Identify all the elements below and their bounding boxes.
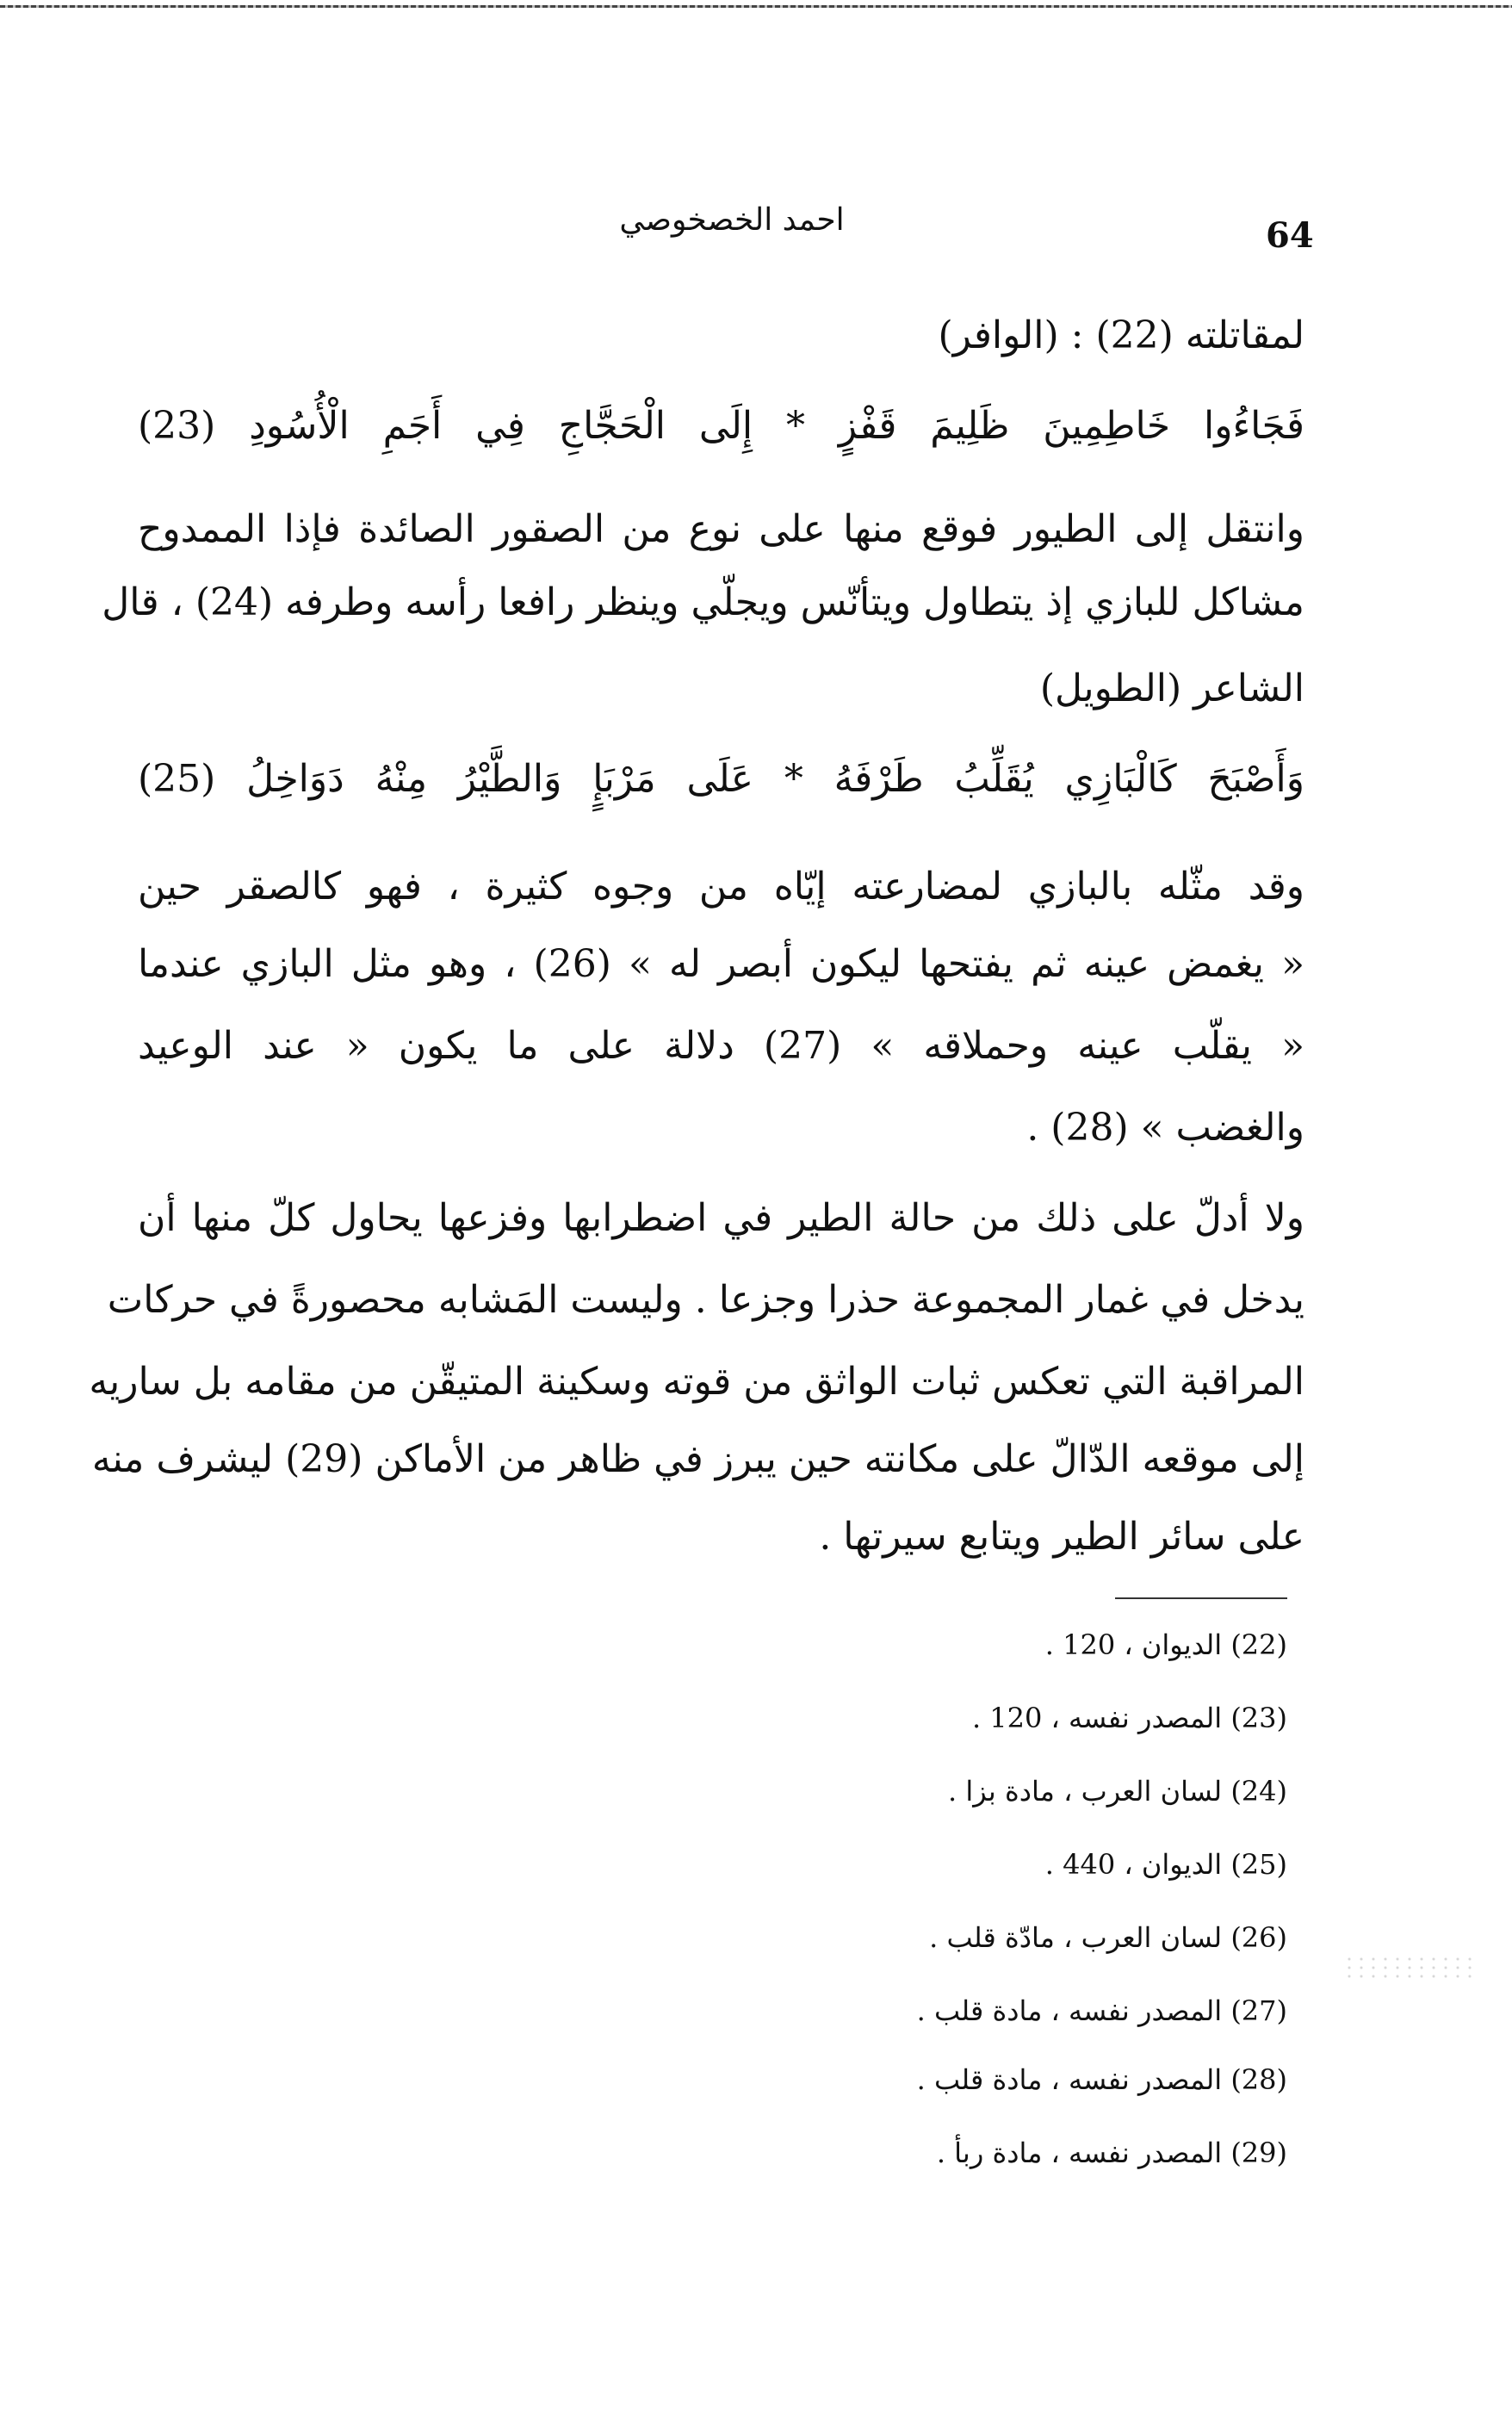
page-number: 64	[1266, 215, 1314, 256]
text-line: وقد مثّله بالبازي لمضارعته إيّاه من وجوه كثيرة ، فهو كالصقر حين	[138, 865, 1304, 909]
text-line: لمقاتلته (22) : (الوافر)	[938, 313, 1304, 357]
footnote: (23) المصدر نفسه ، 120 .	[971, 1702, 1287, 1734]
text-line: إلى موقعه الدّالّ على مكانته حين يبرز في ظاهر من الأماكن (29) ليشرف منه	[91, 1437, 1304, 1481]
text-line: مشاكل للبازي إذ يتطاول ويتأنّس ويجلّي وينظر رافعا رأسه وطرفه (24) ، قال	[102, 580, 1304, 624]
text-line: الشاعر (الطويل)	[1039, 667, 1304, 710]
footnote: (28) المصدر نفسه ، مادة قلب .	[916, 2063, 1287, 2096]
running-head: احمد الخصخوصي	[619, 202, 845, 238]
footnote: (25) الديوان ، 440 .	[1044, 1848, 1287, 1881]
footnotes	[861, 0, 1287, 2239]
text-line: يدخل في غمار المجموعة حذرا وجزعا . وليست المَشابه محصورةً في حركات	[107, 1278, 1304, 1322]
text-line: « يغمض عينه ثم يفتحها ليكون أبصر له » (26) ، وهو مثل البازي عندما	[138, 942, 1304, 986]
text-line: على سائر الطير ويتابع سيرتها .	[819, 1515, 1304, 1559]
footnote: (27) المصدر نفسه ، مادة قلب .	[916, 1994, 1287, 2027]
text-line: ولا أدلّ على ذلك من حالة الطير في اضطرابها وفزعها يحاول كلّ منها أن	[138, 1196, 1304, 1240]
scan-noise	[1343, 1955, 1472, 1981]
footnote: (29) المصدر نفسه ، مادة ربأ .	[936, 2136, 1287, 2169]
verse-line: وَأَصْبَحَ كَالْبَازِي يُقَلِّبُ طَرْفَهُ * عَلَى مَرْبَإٍ وَالطَّيْرُ مِنْهُ دَوَاخِلُ (25)	[138, 757, 1304, 801]
text-line: والغضب » (28) .	[1026, 1106, 1304, 1150]
text-line: المراقبة التي تعكس ثبات الواثق من قوته وسكينة المتيقّن من مقامه بل ساريه	[89, 1360, 1304, 1404]
verse-line: فَجَاءُوا خَاطِمِينَ ظَلِيمَ قَفْزٍ * إِلَى الْحَجَّاجِ فِي أَجَمِ الْأُسُودِ (23)	[138, 404, 1304, 448]
footnote: (22) الديوان ، 120 .	[1044, 1628, 1287, 1661]
footnote: (26) لسان العرب ، مادّة قلب .	[929, 1921, 1287, 1954]
text-line: « يقلّب عينه وحملاقه » (27) دلالة على ما يكون « عند الوعيد	[138, 1024, 1304, 1068]
text-line: وانتقل إلى الطيور فوقع منها على نوع من الصقور الصائدة فإذا الممدوح	[138, 507, 1304, 551]
footnote: (24) لسان العرب ، مادة بزا .	[948, 1775, 1287, 1808]
